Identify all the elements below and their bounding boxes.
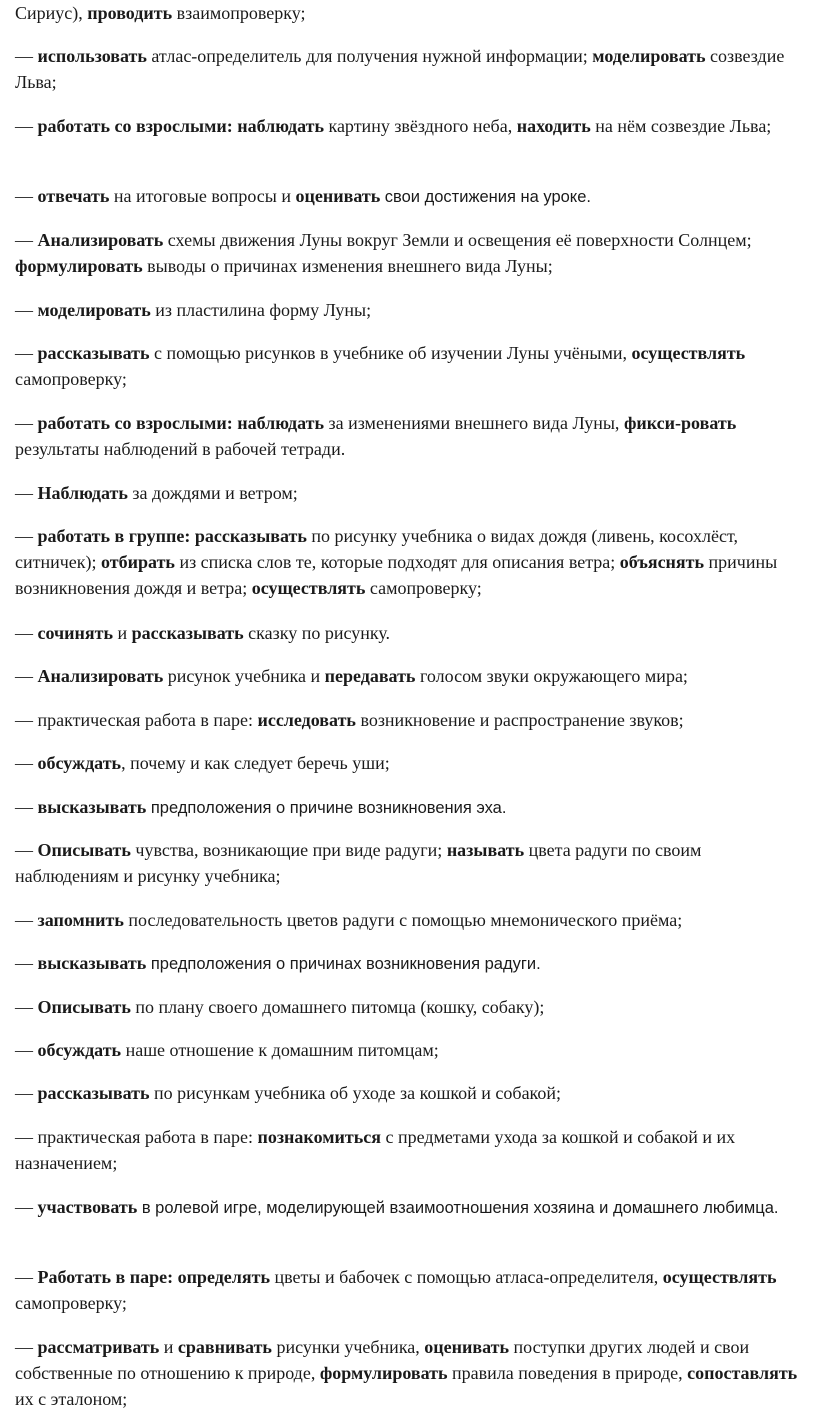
- paragraph-13: [15, 750, 804, 776]
- text-run: с помощью рисунков в учебнике об изучении Луны учёными,: [149, 343, 632, 363]
- bold-term: сочинять: [37, 623, 114, 643]
- bold-term: участвовать: [37, 1197, 138, 1217]
- bold-term: моделировать: [37, 300, 151, 320]
- bold-term: обсуждать: [37, 1040, 122, 1060]
- text-run: на итоговые вопросы и: [109, 186, 296, 206]
- paragraph-8: [15, 480, 804, 506]
- bold-term: Анализировать: [37, 230, 164, 250]
- text-run: поступки других людей и свои собственные по отношению к природе,: [15, 1337, 750, 1383]
- text-run: из пластилина форму Луны;: [150, 300, 372, 320]
- text-run: —: [15, 116, 38, 136]
- text-run: с предметами ухода за кошкой и собакой и их назначением;: [15, 1127, 736, 1173]
- text-run: —: [15, 997, 38, 1017]
- bold-term: работать в группе: рассказывать: [37, 526, 307, 546]
- paragraph-21: [15, 1124, 804, 1176]
- bold-term: рассказывать: [131, 623, 244, 643]
- paragraph-22: [15, 1194, 804, 1221]
- paragraph-7: [15, 410, 804, 462]
- text-run: взаимопроверку;: [172, 3, 306, 23]
- paragraph-20: [15, 1080, 804, 1106]
- bold-term: сравнивать: [177, 1337, 272, 1357]
- bold-term: запомнить: [37, 910, 124, 930]
- text-run: за изменениями внешнего вида Луны,: [323, 413, 624, 433]
- paragraph-24: [15, 1334, 804, 1412]
- text-run: —: [15, 413, 38, 433]
- text-run: голосом звуки окружающего мира;: [415, 666, 688, 686]
- text-run: из списка слов те, которые подходят для описания ветра;: [174, 552, 620, 572]
- bold-term: объяснять: [619, 552, 705, 572]
- bold-term: оценивать: [295, 186, 381, 206]
- text-run: —: [15, 526, 38, 546]
- text-run: —: [15, 1083, 38, 1103]
- bold-term: работать со взрослыми: наблюдать: [37, 413, 324, 433]
- text-run: —: [15, 797, 38, 817]
- text-run: —: [15, 840, 38, 860]
- paragraph-9: [15, 523, 804, 601]
- bold-term: Анализировать: [37, 666, 164, 686]
- text-run: свои достижения на уроке.: [380, 188, 591, 206]
- text-run: и: [159, 1337, 178, 1357]
- text-run: —: [15, 230, 38, 250]
- paragraph-6: [15, 340, 804, 392]
- paragraph-10: [15, 620, 804, 646]
- bold-term: высказывать: [37, 797, 147, 817]
- text-run: по плану своего домашнего питомца (кошку, собаку);: [130, 997, 545, 1017]
- bold-term: называть: [446, 840, 525, 860]
- text-run: предположения о причинах возникновения радуги.: [146, 955, 541, 973]
- text-run: цветы и бабочек с помощью атласа-определителя,: [270, 1267, 663, 1287]
- bold-term: рассказывать: [37, 343, 150, 363]
- text-run: на нём созвездие Льва;: [590, 116, 772, 136]
- text-run: — практическая работа в паре:: [15, 1127, 258, 1147]
- paragraph-18: [15, 994, 804, 1020]
- bold-term: Наблюдать: [37, 483, 128, 503]
- bold-term: познакомиться: [257, 1127, 381, 1147]
- bold-term: оценивать: [424, 1337, 509, 1357]
- text-run: в ролевой игре, моделирующей взаимоотношения хозяина и домашнего любимца.: [137, 1199, 779, 1217]
- paragraph-14: [15, 794, 804, 821]
- text-run: последовательность цветов радуги с помощью мнемонического приёма;: [123, 910, 683, 930]
- text-run: цвета радуги по своим наблюдениям и рисунку учебника;: [15, 840, 702, 886]
- bold-term: осуществлять: [662, 1267, 777, 1287]
- bold-term: рассказывать: [37, 1083, 150, 1103]
- paragraph-5: [15, 297, 804, 323]
- paragraph-3: [15, 183, 804, 210]
- paragraph-12: [15, 707, 804, 733]
- bold-term: использовать: [37, 46, 147, 66]
- bold-term: формулировать: [15, 256, 143, 276]
- bold-term: работать со взрослыми: наблюдать: [37, 116, 324, 136]
- text-run: их с эталоном;: [15, 1389, 128, 1409]
- text-run: —: [15, 1040, 38, 1060]
- text-run: —: [15, 666, 38, 686]
- paragraph-0: [15, 0, 804, 26]
- text-run: —: [15, 1337, 38, 1357]
- text-run: правила поведения в природе,: [447, 1363, 688, 1383]
- text-run: , почему и как следует беречь уши;: [121, 753, 390, 773]
- bold-term: осуществлять: [251, 578, 366, 598]
- paragraph-2: [15, 113, 804, 139]
- text-run: —: [15, 623, 38, 643]
- text-run: —: [15, 910, 38, 930]
- text-run: —: [15, 953, 38, 973]
- bold-term: сопоставлять: [687, 1363, 798, 1383]
- text-run: причины возникновения дождя и ветра;: [15, 552, 778, 598]
- bold-term: высказывать: [37, 953, 147, 973]
- bold-term: передавать: [324, 666, 416, 686]
- text-run: рисунки учебника,: [271, 1337, 425, 1357]
- bold-term: осуществлять: [631, 343, 746, 363]
- text-run: —: [15, 343, 38, 363]
- text-run: выводы о причинах изменения внешнего вида Луны;: [142, 256, 553, 276]
- text-run: чувства, возникающие при виде радуги;: [130, 840, 447, 860]
- text-run: по рисункам учебника об уходе за кошкой и собакой;: [149, 1083, 562, 1103]
- text-run: —: [15, 483, 38, 503]
- bold-term: проводить: [87, 3, 173, 23]
- bold-term: фикси-ровать: [623, 413, 737, 433]
- text-run: —: [15, 300, 38, 320]
- text-run: атлас-определитель для получения нужной информации;: [146, 46, 593, 66]
- text-run: —: [15, 186, 38, 206]
- bold-term: отвечать: [37, 186, 110, 206]
- paragraph-19: [15, 1037, 804, 1063]
- paragraph-1: [15, 43, 804, 95]
- text-run: —: [15, 46, 38, 66]
- text-run: созвездие Льва;: [15, 46, 785, 92]
- bold-term: отбирать: [101, 552, 175, 572]
- paragraph-16: [15, 907, 804, 933]
- text-run: предположения о причине возникновения эха.: [146, 799, 507, 817]
- bold-term: рассматривать: [37, 1337, 160, 1357]
- text-run: сказку по рисунку.: [243, 623, 391, 643]
- bold-term: Описывать: [37, 997, 131, 1017]
- text-run: —: [15, 1197, 38, 1217]
- text-run: самопроверку;: [15, 1293, 127, 1313]
- paragraph-15: [15, 837, 804, 889]
- paragraph-11: [15, 663, 804, 689]
- bold-term: Работать в паре: определять: [37, 1267, 270, 1287]
- text-run: и: [113, 623, 132, 643]
- text-run: возникновение и распространение звуков;: [355, 710, 684, 730]
- paragraph-4: [15, 227, 804, 279]
- paragraph-17: [15, 950, 804, 977]
- bold-term: находить: [516, 116, 591, 136]
- paragraph-23: [15, 1264, 804, 1316]
- text-run: рисунок учебника и: [163, 666, 325, 686]
- text-run: результаты наблюдений в рабочей тетради.: [15, 439, 346, 459]
- text-run: схемы движения Луны вокруг Земли и освещения её поверхности Солнцем;: [163, 230, 752, 250]
- text-run: Сириус),: [15, 3, 88, 23]
- text-run: —: [15, 1267, 38, 1287]
- bold-term: моделировать: [592, 46, 706, 66]
- text-run: наше отношение к домашним питомцам;: [121, 1040, 439, 1060]
- text-run: самопроверку;: [15, 369, 127, 389]
- bold-term: исследовать: [257, 710, 356, 730]
- text-run: —: [15, 753, 38, 773]
- text-run: за дождями и ветром;: [127, 483, 298, 503]
- text-run: по рисунку учебника о видах дождя (ливень, косохлёст, ситничек);: [15, 526, 738, 572]
- bold-term: формулировать: [319, 1363, 448, 1383]
- text-run: самопроверку;: [365, 578, 482, 598]
- text-run: — практическая работа в паре:: [15, 710, 258, 730]
- bold-term: Описывать: [37, 840, 131, 860]
- bold-term: обсуждать: [37, 753, 122, 773]
- text-run: картину звёздного неба,: [323, 116, 517, 136]
